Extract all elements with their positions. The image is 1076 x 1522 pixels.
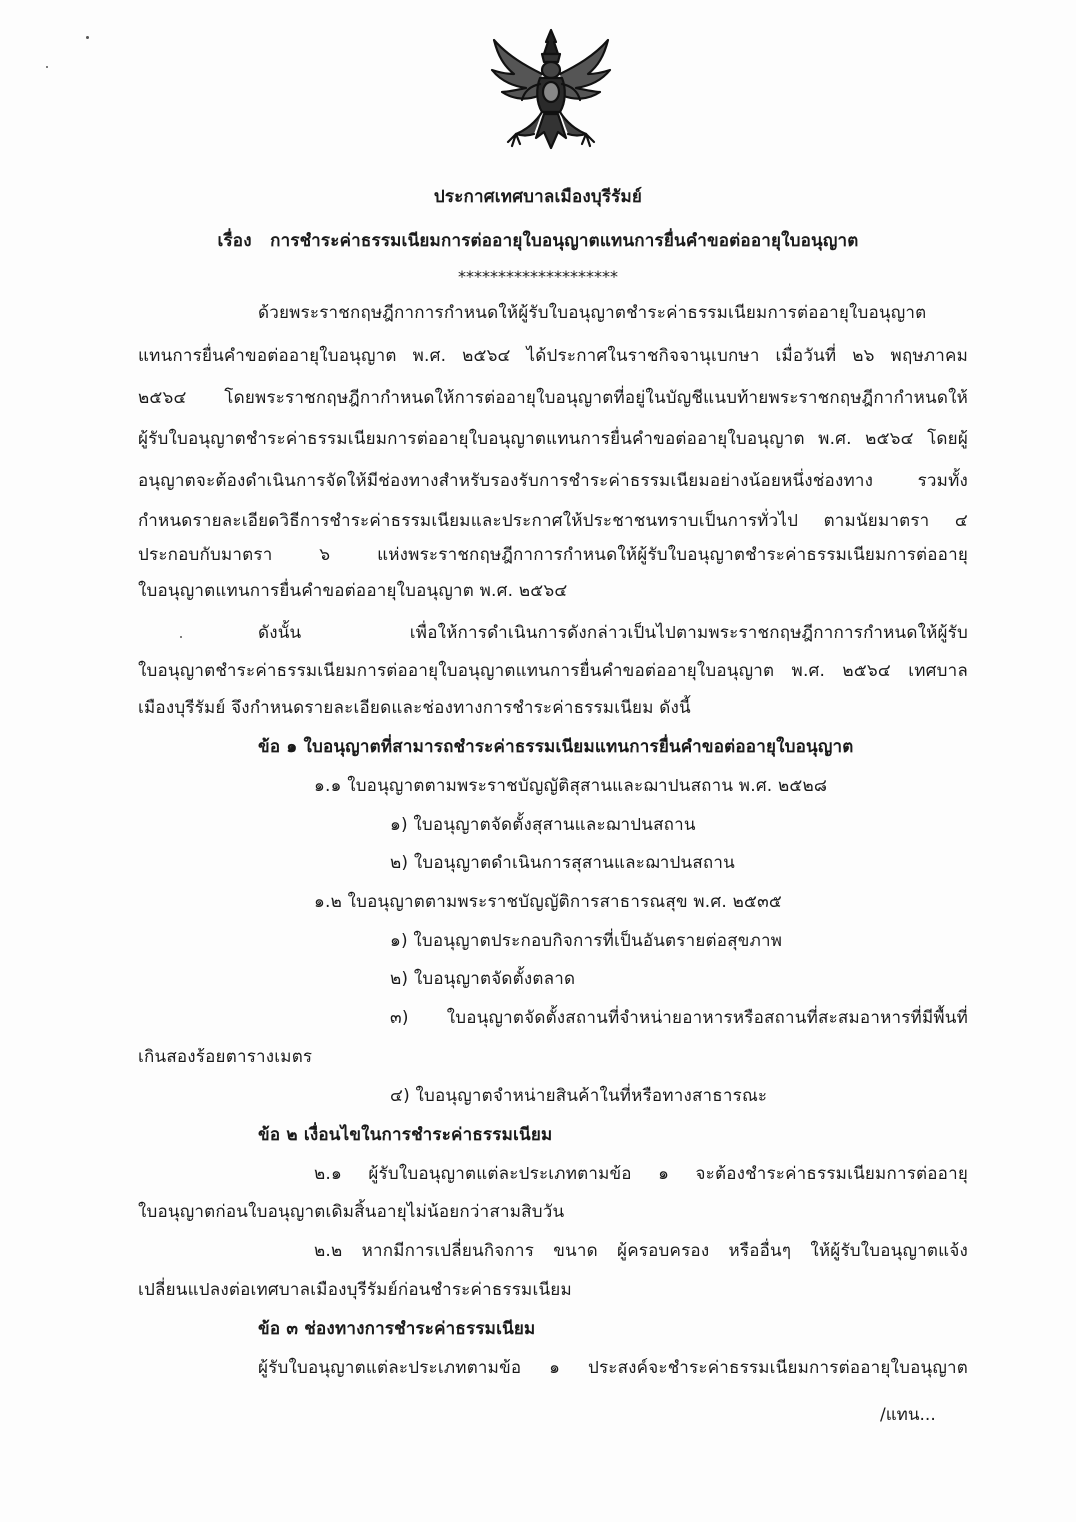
paragraph-line: ใบอนุญาตแทนการยื่นคำขอต่ออายุใบอนุญาต พ.ศ. ๒๕๖๔	[138, 581, 568, 601]
list-item-continuation: เกินสองร้อยตารางเมตร	[138, 1047, 313, 1067]
clause-2-2-line: ๒.๒ หากมีการเปลี่ยนกิจการ ขนาด ผู้ครอบครอง หรืออื่นๆ ให้ผู้รับใบอนุญาตแจ้ง	[314, 1241, 968, 1261]
scan-speck	[86, 36, 89, 39]
paragraph-line: ใบอนุญาตชำระค่าธรรมเนียมการต่ออายุใบอนุญาตแทนการยื่นคำขอต่ออายุใบอนุญาต พ.ศ. ๒๕๖๔ เทศบาล	[138, 661, 968, 681]
paragraph-line: ด้วยพระราชกฤษฎีกาการกำหนดให้ผู้รับใบอนุญาตชำระค่าธรรมเนียมการต่ออายุใบอนุญาต	[258, 303, 927, 323]
scan-speck	[46, 66, 48, 68]
document-title: ประกาศเทศบาลเมืองบุรีรัมย์	[433, 187, 643, 207]
title-separator: ********************	[458, 267, 618, 286]
paragraph-line: ผู้รับใบอนุญาตชำระค่าธรรมเนียมการต่ออายุใบอนุญาตแทนการยื่นคำขอต่ออายุใบอนุญาต พ.ศ. ๒๕๖๔ โดยผู้	[138, 429, 968, 449]
paragraph-line: แทนการยื่นคำขอต่ออายุใบอนุญาต พ.ศ. ๒๕๖๔ ได้ประกาศในราชกิจจานุเบกษา เมื่อวันที่ ๒๖ พฤษภาคม	[138, 346, 968, 366]
paragraph-line: ๒๕๖๔ โดยพระราชกฤษฎีกากำหนดให้การต่ออายุใบอนุญาตที่อยู่ในบัญชีแนบท้ายพระราชกฤษฎีกากำหนดให้	[138, 388, 968, 408]
paragraph-line: กำหนดรายละเอียดวิธีการชำระค่าธรรมเนียมและประกาศให้ประชาชนทราบเป็นการทั่วไป ตามนัยมาตรา ๔	[138, 511, 968, 531]
paragraph-line: ประกอบกับมาตรา ๖ แห่งพระราชกฤษฎีกาการกำหนดให้ผู้รับใบอนุญาตชำระค่าธรรมเนียมการต่ออายุ	[138, 545, 968, 565]
document-subject	[0, 230, 1076, 252]
clause-1-1: ๑.๑ ใบอนุญาตตามพระราชบัญญัติสุสานและฌาปนสถาน พ.ศ. ๒๕๒๘	[314, 776, 828, 796]
list-item: ๒) ใบอนุญาตดำเนินการสุสานและฌาปนสถาน	[390, 853, 735, 873]
scan-speck	[180, 636, 182, 638]
paragraph-line: ดังนั้น เพื่อให้การดำเนินการดังกล่าวเป็นไปตามพระราชกฤษฎีกาการกำหนดให้ผู้รับ	[258, 623, 968, 643]
paragraph-line: เมืองบุรีรัมย์ จึงกำหนดรายละเอียดและช่องทางการชำระค่าธรรมเนียม ดังนี้	[138, 698, 691, 718]
clause-1-2: ๑.๒ ใบอนุญาตตามพระราชบัญญัติการสาธารณสุข พ.ศ. ๒๕๓๕	[314, 892, 782, 912]
clause-3-text: ผู้รับใบอนุญาตแต่ละประเภทตามข้อ ๑ ประสงค์จะชำระค่าธรรมเนียมการต่ออายุใบอนุญาต	[258, 1358, 968, 1378]
clause-2-1-line: ใบอนุญาตก่อนใบอนุญาตเดิมสิ้นอายุไม่น้อยกว่าสามสิบวัน	[138, 1202, 565, 1222]
list-item: ๑) ใบอนุญาตประกอบกิจการที่เป็นอันตรายต่อสุขภาพ	[390, 931, 783, 951]
garuda-emblem-icon	[486, 26, 616, 158]
clause-3-heading: ข้อ ๓ ช่องทางการชำระค่าธรรมเนียม	[258, 1319, 536, 1339]
page-continuation: /แทน...	[880, 1405, 936, 1425]
paragraph-line: อนุญาตจะต้องดำเนินการจัดให้มีช่องทางสำหรับรองรับการชำระค่าธรรมเนียมอย่างน้อยหนึ่งช่องทาง รวมทั้ง	[138, 471, 968, 491]
list-item: ๑) ใบอนุญาตจัดตั้งสุสานและฌาปนสถาน	[390, 815, 696, 835]
clause-2-1-line: ๒.๑ ผู้รับใบอนุญาตแต่ละประเภทตามข้อ ๑ จะต้องชำระค่าธรรมเนียมการต่ออายุ	[314, 1164, 968, 1184]
clause-2-heading: ข้อ ๒ เงื่อนไขในการชำระค่าธรรมเนียม	[258, 1125, 553, 1145]
list-item: ๓) ใบอนุญาตจัดตั้งสถานที่จำหน่ายอาหารหรือสถานที่สะสมอาหารที่มีพื้นที่	[390, 1008, 968, 1028]
list-item: ๒) ใบอนุญาตจัดตั้งตลาด	[390, 969, 576, 989]
subject-label: เรื่อง	[217, 231, 252, 251]
clause-2-2-line: เปลี่ยนแปลงต่อเทศบาลเมืองบุรีรัมย์ก่อนชำระค่าธรรมเนียม	[138, 1280, 572, 1300]
clause-1-heading: ข้อ ๑ ใบอนุญาตที่สามารถชำระค่าธรรมเนียมแทนการยื่นคำขอต่ออายุใบอนุญาต	[258, 737, 854, 757]
list-item: ๔) ใบอนุญาตจำหน่ายสินค้าในที่หรือทางสาธารณะ	[390, 1086, 768, 1106]
subject-text: การชำระค่าธรรมเนียมการต่ออายุใบอนุญาตแทนการยื่นคำขอต่ออายุใบอนุญาต	[270, 231, 859, 251]
